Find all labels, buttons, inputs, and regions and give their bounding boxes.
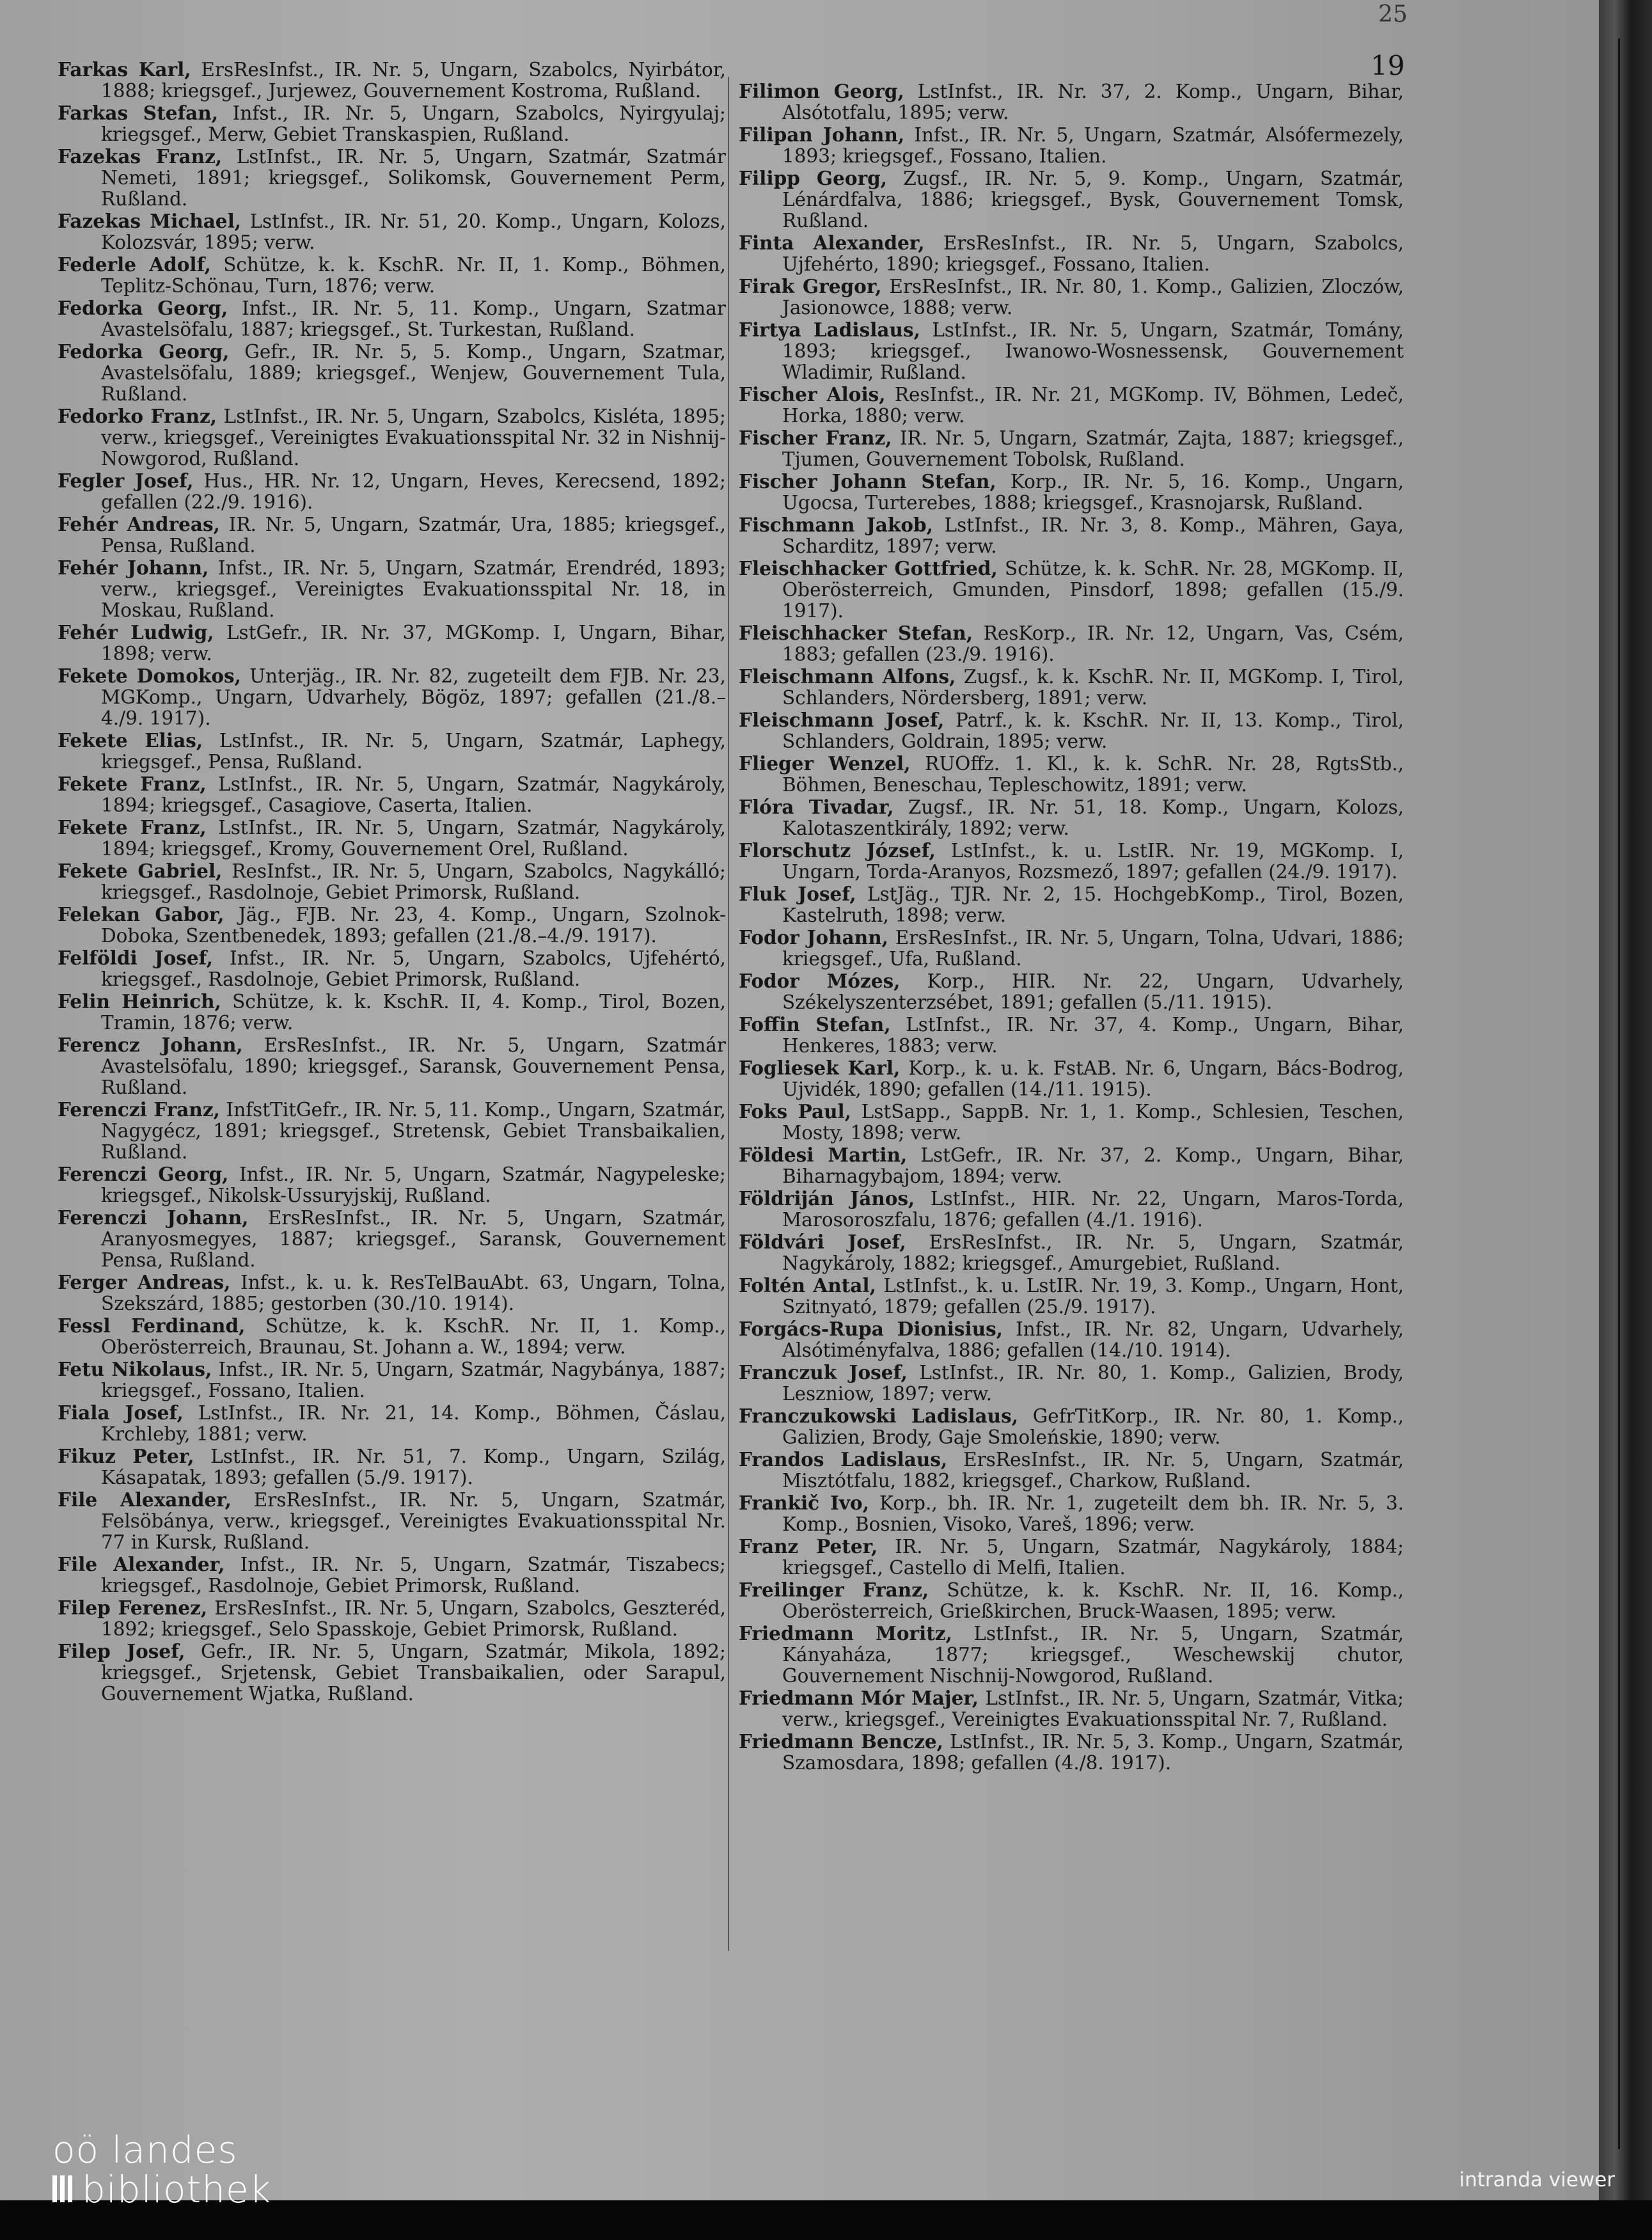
entry-text: Schütze, k. k. SchR. Nr. 28, MGKomp. II, Oberösterreich, Gmunden, Pinsdorf, 1898; gefallen (15./9. 1917). (782, 558, 1404, 622)
list-item (739, 1014, 1404, 1057)
entry-name: Fetu Nikolaus, (58, 1358, 212, 1380)
entry-text: LstInfst., IR. Nr. 5, Ungarn, Szatmár, Kányaháza, 1877; kriegsgef., Weschewskij chutor, Gouvernement Nischnij-Nowgorod, Rußland. (782, 1623, 1404, 1687)
entry-name: Farkas Stefan, (58, 102, 219, 124)
entry-name: Fekete Franz, (58, 816, 207, 839)
entry-name: Ferencz Johann, (58, 1034, 243, 1056)
entry-name: Fegler Josef, (58, 469, 194, 492)
entry-name: Florschutz József, (739, 839, 936, 862)
entry-text: ErsResInfst., IR. Nr. 5, Ungarn, Szabolcs, Nyirbátor, 1888; kriegsgef., Jurjewez, Gouvernement Kostroma, Rußland. (101, 59, 726, 102)
list-item (739, 1731, 1404, 1774)
page-edge-shadow (1599, 0, 1652, 2200)
entry-text: ResInfst., IR. Nr. 5, Ungarn, Szabolcs, Nagykálló; kriegsgef., Rasdolnoje, Gebiet Primorsk, Rußland. (101, 860, 726, 903)
entry-name: Filep Ferenez, (58, 1597, 208, 1619)
entry-text: LstInfst., k. u. LstIR. Nr. 19, 3. Komp., Ungarn, Hont, Szitnyató, 1879; gefallen (25./9. 1917). (782, 1275, 1404, 1318)
list-item (739, 1536, 1404, 1579)
entry-name: Fekete Domokos, (58, 665, 241, 687)
entry-text: Infst., k. u. k. ResTelBauAbt. 63, Ungarn, Tolna, Szekszárd, 1885; gestorben (30./10. 1914). (101, 1272, 726, 1314)
list-item (739, 319, 1404, 383)
list-item (739, 622, 1404, 665)
entry-name: Földriján János, (739, 1187, 915, 1210)
entry-name: Ferenczi Franz, (58, 1098, 220, 1121)
entry-name: Felin Heinrich, (58, 990, 221, 1013)
entry-name: Fedorka Georg, (58, 297, 228, 319)
entry-name: Firak Gregor, (739, 275, 882, 297)
entry-name: Filipp Georg, (739, 167, 888, 189)
list-item (739, 124, 1404, 167)
list-item (739, 471, 1404, 514)
list-item (58, 1207, 726, 1271)
list-item (58, 860, 726, 903)
entry-name: Foltén Antal, (739, 1274, 876, 1297)
entry-name: Fischer Alois, (739, 383, 886, 406)
entry-name: Fekete Elias, (58, 729, 203, 752)
entry-text: Zugsf., k. k. KschR. Nr. II, MGKomp. I, Tirol, Schlanders, Nördersberg, 1891; verw. (782, 666, 1404, 709)
entry-name: Fodor Mózes, (739, 970, 901, 992)
entry-text: Infst., IR. Nr. 5, Ungarn, Szabolcs, Ujfehértó, kriegsgef., Rasdolnoje, Gebiet Primorsk, Rußland. (101, 947, 726, 990)
list-item (58, 146, 726, 210)
entry-text: Infst., IR. Nr. 5, Ungarn, Szatmár, Alsófermezely, 1893; kriegsgef., Fossano, Italien. (782, 124, 1404, 167)
entry-text: Zugsf., IR. Nr. 51, 18. Komp., Ungarn, Kolozs, Kalotaszentkirály, 1892; verw. (782, 796, 1404, 839)
list-item (739, 1101, 1404, 1144)
entry-name: Ferenczi Georg, (58, 1163, 229, 1185)
entry-name: Fleischmann Josef, (739, 709, 945, 731)
entry-text: LstInfst., HIR. Nr. 22, Ungarn, Maros-Torda, Marosoroszfalu, 1876; gefallen (4./1. 1916). (782, 1188, 1404, 1231)
list-item (58, 1163, 726, 1206)
entry-text: Schütze, k. k. KschR. Nr. II, 16. Komp., Oberösterreich, Grießkirchen, Bruck-Waasen, 1895; verw. (782, 1579, 1404, 1622)
entry-name: Foffin Stefan, (739, 1013, 891, 1036)
library-logo[interactable] (52, 2130, 271, 2209)
entry-name: Fedorko Franz, (58, 405, 217, 427)
entry-text: Jäg., FJB. Nr. 23, 4. Komp., Ungarn, Szolnok-Doboka, Szentbenedek, 1893; gefallen (21./8.–4./9. 1917). (101, 904, 726, 947)
entry-text: Korp., HIR. Nr. 22, Ungarn, Udvarhely, Székelyszenterzsébet, 1891; gefallen (5./11. 1915). (782, 970, 1404, 1013)
list-item (739, 232, 1404, 275)
entry-name: Fehér Ludwig, (58, 621, 214, 643)
entry-text: LstInfst., IR. Nr. 5, Ungarn, Szatmár, Tomány, 1893; kriegsgef., Iwanowo-Wosnessensk, Gouvernement Wladimir, Rußland. (782, 319, 1404, 383)
entry-name: Filipan Johann, (739, 123, 905, 146)
entry-text: LstInfst., IR. Nr. 5, Ungarn, Szatmár, Nagykároly, 1894; kriegsgef., Casagiove, Caserta, Italien. (101, 773, 726, 816)
list-item (739, 1057, 1404, 1100)
entry-text: Unterjäg., IR. Nr. 82, zugeteilt dem FJB. Nr. 23, MGKomp., Ungarn, Udvarhely, Bögöz, 1897; gefallen (21./8.–4./9. 1917). (101, 665, 726, 729)
entry-text: LstInfst., IR. Nr. 5, 3. Komp., Ungarn, Szatmár, Szamosdara, 1898; gefallen (4./8. 1917). (782, 1731, 1404, 1774)
entry-name: Fehér Andreas, (58, 513, 220, 535)
list-item (58, 406, 726, 469)
entry-name: Fleischhacker Gottfried, (739, 557, 998, 580)
logo-bars-icon (52, 2170, 75, 2209)
list-item (58, 59, 726, 102)
entry-text: LstInfst., IR. Nr. 5, Ungarn, Szabolcs, Kisléta, 1895; verw., kriegsgef., Vereinigtes Evakuationsspital Nr. 32 in Nishnij-Nowgorod, Rußland. (101, 406, 726, 469)
entry-text: IR. Nr. 5, Ungarn, Szatmár, Zajta, 1887; kriegsgef., Tjumen, Gouvernement Tobolsk, Rußland. (782, 427, 1404, 470)
entry-text: Infst., IR. Nr. 5, Ungarn, Szatmár, Nagybánya, 1887; kriegsgef., Fossano, Italien. (101, 1359, 726, 1401)
entry-text: LstInfst., IR. Nr. 51, 7. Komp., Ungarn, Szilág, Kásapatak, 1893; gefallen (5./9. 1917). (101, 1446, 726, 1488)
entry-name: Fogliesek Karl, (739, 1057, 901, 1079)
entry-name: Flóra Tivadar, (739, 796, 894, 818)
viewer-label[interactable]: intranda viewer (1459, 2168, 1615, 2191)
entry-text: Patrf., k. k. KschR. Nr. II, 13. Komp., Tirol, Schlanders, Goldrain, 1895; verw. (782, 709, 1404, 752)
list-item (739, 1492, 1404, 1535)
entry-text: RUOffz. 1. Kl., k. k. SchR. Nr. 28, RgtsStb., Böhmen, Beneschau, Tepleschowitz, 1891; verw. (782, 753, 1404, 796)
list-item (739, 276, 1404, 319)
list-item (739, 1687, 1404, 1730)
entry-name: Fiala Josef, (58, 1401, 184, 1424)
entry-text: LstInfst., IR. Nr. 3, 8. Komp., Mähren, Gaya, Scharditz, 1897; verw. (782, 514, 1404, 557)
list-item (739, 427, 1404, 470)
list-item (739, 1144, 1404, 1187)
list-item (58, 254, 726, 297)
entry-text: Zugsf., IR. Nr. 5, 9. Komp., Ungarn, Szatmár, Lénárdfalva, 1886; kriegsgef., Bysk, Gouvernement Tomsk, Rußland. (782, 168, 1404, 232)
list-item (739, 883, 1404, 926)
entry-text: Korp., k. u. k. FstAB. Nr. 6, Ungarn, Bács-Bodrog, Ujvidék, 1890; gefallen (14./11. 1915). (782, 1057, 1404, 1100)
entry-name: File Alexander, (58, 1553, 225, 1575)
entry-text: Infst., IR. Nr. 5, Ungarn, Szatmár, Tiszabecs; kriegsgef., Rasdolnoje, Gebiet Primorsk, Rußland. (101, 1554, 726, 1597)
entry-name: Franczukowski Ladislaus, (739, 1405, 1019, 1427)
entry-name: Fazekas Michael, (58, 210, 242, 232)
entry-name: Ferger Andreas, (58, 1271, 231, 1293)
entry-name: Fazekas Franz, (58, 145, 223, 168)
entry-name: Földesi Martin, (739, 1144, 908, 1166)
list-item (739, 1188, 1404, 1231)
entry-name: Földvári Josef, (739, 1231, 906, 1253)
entry-name: Friedmann Bencze, (739, 1730, 943, 1753)
entry-text: Schütze, k. k. KschR. II, 4. Komp., Tirol, Bozen, Tramin, 1876; verw. (101, 991, 726, 1034)
list-item (58, 730, 726, 773)
entry-text: LstInfst., IR. Nr. 5, Ungarn, Szatmár, Szatmár Nemeti, 1891; kriegsgef., Solikomsk, Gouvernement Perm, Rußland. (101, 146, 726, 210)
entry-name: Filimon Georg, (739, 80, 904, 102)
list-item (58, 297, 726, 340)
list-item (58, 904, 726, 947)
list-item (739, 384, 1404, 427)
entry-text: Infst., IR. Nr. 5, Ungarn, Szatmár, Nagypeleske; kriegsgef., Nikolsk-Ussuryjskij, Rußland. (101, 1163, 726, 1206)
entry-text: LstInfst., IR. Nr. 5, Ungarn, Szatmár, Nagykároly, 1894; kriegsgef., Kromy, Gouvernement Orel, Rußland. (101, 817, 726, 860)
logo-line-2-wrap (52, 2170, 271, 2209)
column-divider (728, 77, 729, 1951)
list-item (58, 1402, 726, 1445)
entry-name: Filep Josef, (58, 1640, 185, 1662)
list-item (58, 1597, 726, 1640)
list-item (739, 1405, 1404, 1448)
list-item (739, 666, 1404, 709)
list-item (58, 1315, 726, 1358)
entry-name: Fischer Franz, (739, 427, 892, 449)
list-item (58, 1554, 726, 1597)
logo-line-1: oö landes (52, 2128, 238, 2172)
entry-text: ResKorp., IR. Nr. 12, Ungarn, Vas, Csém, 1883; gefallen (23./9. 1916). (782, 622, 1404, 665)
list-item (739, 796, 1404, 839)
entry-text: Gefr., IR. Nr. 5, Ungarn, Szatmár, Mikola, 1892; kriegsgef., Srjetensk, Gebiet Transbaikalien, oder Sarapul, Gouvernement Wjatka, Rußland. (101, 1641, 726, 1705)
entry-name: Fleischmann Alfons, (739, 665, 956, 688)
left-column (58, 59, 726, 1705)
list-item (739, 1275, 1404, 1318)
entry-name: Flieger Wenzel, (739, 752, 911, 775)
entry-text: Infst., IR. Nr. 82, Ungarn, Udvarhely, Alsótiményfalva, 1886; gefallen (14./10. 1914). (782, 1318, 1404, 1361)
entry-name: Firtya Ladislaus, (739, 319, 920, 341)
list-item (739, 1362, 1404, 1405)
entry-text: LstInfst., k. u. LstIR. Nr. 19, MGKomp. I, Ungarn, Torda-Aranyos, Rozsmező, 1897; gefallen (24./9. 1917). (782, 840, 1404, 883)
entry-text: ErsResInfst., IR. Nr. 5, Ungarn, Szabolcs, Ujfehérto, 1890; kriegsgef., Fossano, Italien. (782, 232, 1404, 275)
entry-name: Fehér Johann, (58, 556, 209, 579)
entry-text: Hus., HR. Nr. 12, Ungarn, Heves, Kerecsend, 1892; gefallen (22./9. 1916). (101, 470, 726, 513)
entry-name: Ferenczi Johann, (58, 1206, 249, 1229)
entry-text: Schütze, k. k. KschR. Nr. II, 1. Komp., Oberösterreich, Braunau, St. Johann a. W., 1894; verw. (101, 1315, 726, 1358)
entry-text: LstInfst., IR. Nr. 5, Ungarn, Szatmár, Vitka; verw., kriegsgef., Vereinigtes Evakuationsspital Nr. 7, Rußland. (782, 1687, 1404, 1730)
list-item (739, 709, 1404, 752)
list-item (739, 1579, 1404, 1622)
entry-name: Fluk Josef, (739, 883, 856, 905)
entry-name: Foks Paul, (739, 1100, 852, 1123)
entry-text: ErsResInfst., IR. Nr. 80, 1. Komp., Galizien, Zloczów, Jasionowce, 1888; verw. (782, 276, 1404, 319)
list-item (739, 514, 1404, 557)
list-item (58, 557, 726, 621)
entry-text: IR. Nr. 5, Ungarn, Szatmár, Ura, 1885; kriegsgef., Pensa, Rußland. (101, 514, 726, 556)
list-item (58, 947, 726, 990)
entry-text: ErsResInfst., IR. Nr. 5, Ungarn, Szatmár, Misztótfalu, 1882, kriegsgef., Charkow, Rußland. (782, 1449, 1404, 1492)
entry-name: Fischer Johann Stefan, (739, 470, 996, 493)
entry-text: ErsResInfst., IR. Nr. 5, Ungarn, Szatmár, Aranyosmegyes, 1887; kriegsgef., Saransk, Gouvernement Pensa, Rußland. (101, 1207, 726, 1271)
entry-name: Frankič Ivo, (739, 1492, 869, 1514)
logo-line-2: bibliothek (82, 2168, 272, 2211)
entry-text: Infst., IR. Nr. 5, Ungarn, Szatmár, Erendréd, 1893; verw., kriegsgef., Vereinigtes Evakuationsspital Nr. 18, in Moskau, Rußland. (101, 557, 726, 621)
entry-name: Fleischhacker Stefan, (739, 622, 973, 644)
list-item (58, 991, 726, 1034)
list-item (58, 341, 726, 405)
entry-text: IR. Nr. 5, Ungarn, Szatmár, Nagykároly, 1884; kriegsgef., Castello di Melfi, Italien. (782, 1536, 1404, 1579)
list-item (58, 470, 726, 513)
entry-text: ErsResInfst., IR. Nr. 5, Ungarn, Tolna, Udvari, 1886; kriegsgef., Ufa, Rußland. (782, 927, 1404, 970)
right-column (739, 81, 1404, 1774)
page-edge-line (1618, 38, 1620, 2149)
entry-name: Frandos Ladislaus, (739, 1448, 948, 1471)
entry-text: Korp., IR. Nr. 5, 16. Komp., Ungarn, Ugocsa, Turterebes, 1888; kriegsgef., Krasnojarsk, Rußland. (782, 471, 1404, 514)
entry-text: LstInfst., IR. Nr. 37, 2. Komp., Ungarn, Bihar, Alsótotfalu, 1895; verw. (782, 81, 1404, 123)
entry-text: LstInfst., IR. Nr. 51, 20. Komp., Ungarn, Kolozs, Kolozsvár, 1895; verw. (101, 210, 726, 253)
entry-text: Gefr., IR. Nr. 5, 5. Komp., Ungarn, Szatmar, Avastelsöfalu, 1889; kriegsgef., Wenjew, Gouvernement Tula, Rußland. (101, 341, 726, 405)
list-item (739, 1449, 1404, 1492)
entry-name: Fikuz Peter, (58, 1445, 194, 1467)
entry-text: ErsResInfst., IR. Nr. 5, Ungarn, Szabolcs, Geszteréd, 1892; kriegsgef., Selo Spasskoje, Gebiet Primorsk, Rußland. (101, 1597, 726, 1640)
entry-name: Fessl Ferdinand, (58, 1314, 246, 1337)
entry-text: Infst., IR. Nr. 5, 11. Komp., Ungarn, Szatmar Avastelsöfalu, 1887; kriegsgef., St. Turkestan, Rußland. (101, 297, 726, 340)
entry-text: LstJäg., TJR. Nr. 2, 15. HochgebKomp., Tirol, Bozen, Kastelruth, 1898; verw. (782, 883, 1404, 926)
page-number: 19 (1371, 50, 1405, 81)
entry-text: LstInfst., IR. Nr. 21, 14. Komp., Böhmen, Čáslau, Krchleby, 1881; verw. (101, 1402, 726, 1445)
entry-name: Felföldi Josef, (58, 947, 213, 969)
entry-text: ErsResInfst., IR. Nr. 5, Ungarn, Szatmár, Felsöbánya, verw., kriegsgef., Vereinigtes Evakuationsspital Nr. 77 in Kursk, Rußland. (101, 1489, 726, 1553)
list-item (58, 514, 726, 556)
entry-text: ErsResInfst., IR. Nr. 5, Ungarn, Szatmár Avastelsöfalu, 1890; kriegsgef., Saransk, Gouvernement Pensa, Rußland. (101, 1034, 726, 1098)
list-item (739, 927, 1404, 970)
list-item (739, 970, 1404, 1013)
entry-name: Farkas Karl, (58, 58, 191, 81)
entry-name: Friedmann Mór Majer, (739, 1687, 979, 1709)
list-item (58, 1099, 726, 1163)
list-item (58, 1359, 726, 1401)
entry-text: Korp., bh. IR. Nr. 1, zugeteilt dem bh. IR. Nr. 5, 3. Komp., Bosnien, Visoko, Vareš, 1896; verw. (782, 1492, 1404, 1535)
entry-text: LstGefr., IR. Nr. 37, 2. Komp., Ungarn, Bihar, Biharnagybajom, 1894; verw. (782, 1144, 1404, 1187)
entry-name: Friedmann Moritz, (739, 1622, 952, 1645)
list-item (739, 558, 1404, 622)
list-item (58, 1641, 726, 1705)
list-item (58, 210, 726, 253)
list-item (739, 1623, 1404, 1687)
list-item (739, 168, 1404, 232)
entry-name: Franczuk Josef, (739, 1361, 908, 1384)
entry-text: ErsResInfst., IR. Nr. 5, Ungarn, Szatmár, Nagykároly, 1882; kriegsgef., Amurgebiet, Rußland. (782, 1231, 1404, 1274)
list-item (58, 1489, 726, 1553)
list-item (58, 817, 726, 860)
entry-text: Schütze, k. k. KschR. Nr. II, 1. Komp., Böhmen, Teplitz-Schönau, Turn, 1876; verw. (101, 254, 726, 297)
list-item (739, 753, 1404, 796)
list-item (58, 622, 726, 665)
entry-name: Federle Adolf, (58, 253, 211, 276)
entry-text: ResInfst., IR. Nr. 21, MGKomp. IV, Böhmen, Ledeč, Horka, 1880; verw. (782, 384, 1404, 427)
list-item (739, 840, 1404, 883)
entry-name: Finta Alexander, (739, 232, 925, 254)
entry-name: Fodor Johann, (739, 926, 888, 949)
entry-text: Infst., IR. Nr. 5, Ungarn, Szabolcs, Nyirgyulaj; kriegsgef., Merw, Gebiet Transkaspien, Rußland. (101, 102, 726, 145)
list-item (739, 1318, 1404, 1361)
entry-name: Fekete Franz, (58, 773, 207, 795)
list-item (58, 1446, 726, 1488)
entry-text: LstInfst., IR. Nr. 37, 4. Komp., Ungarn, Bihar, Henkeres, 1883; verw. (782, 1014, 1404, 1057)
top-page-number: 25 (1378, 1, 1408, 28)
entry-name: Felekan Gabor, (58, 903, 224, 926)
list-item (58, 1034, 726, 1098)
entry-text: LstSapp., SappB. Nr. 1, 1. Komp., Schlesien, Teschen, Mosty, 1898; verw. (782, 1101, 1404, 1144)
entry-name: Fischmann Jakob, (739, 514, 933, 536)
entry-name: Forgács-Rupa Dionisius, (739, 1318, 1003, 1340)
entry-name: Fekete Gabriel, (58, 860, 223, 882)
entry-name: File Alexander, (58, 1488, 232, 1511)
list-item (58, 102, 726, 145)
list-item (58, 1272, 726, 1314)
list-item (58, 773, 726, 816)
list-item (58, 665, 726, 729)
entry-text: GefrTitKorp., IR. Nr. 80, 1. Komp., Galizien, Brody, Gaje Smoleńskie, 1890; verw. (782, 1405, 1404, 1448)
entry-name: Fedorka Georg, (58, 340, 230, 363)
entry-text: LstGefr., IR. Nr. 37, MGKomp. I, Ungarn, Bihar, 1898; verw. (101, 622, 726, 665)
list-item (739, 1231, 1404, 1274)
list-item (739, 81, 1404, 123)
entry-name: Freilinger Franz, (739, 1579, 929, 1601)
entry-text: LstInfst., IR. Nr. 80, 1. Komp., Galizien, Brody, Leszniow, 1897; verw. (782, 1362, 1404, 1405)
entry-name: Franz Peter, (739, 1535, 878, 1558)
entry-text: LstInfst., IR. Nr. 5, Ungarn, Szatmár, Laphegy, kriegsgef., Pensa, Rußland. (101, 730, 726, 773)
entry-text: InfstTitGefr., IR. Nr. 5, 11. Komp., Ungarn, Szatmár, Nagygécz, 1891; kriegsgef., Stretensk, Gebiet Transbaikalien, Rußland. (101, 1099, 726, 1163)
